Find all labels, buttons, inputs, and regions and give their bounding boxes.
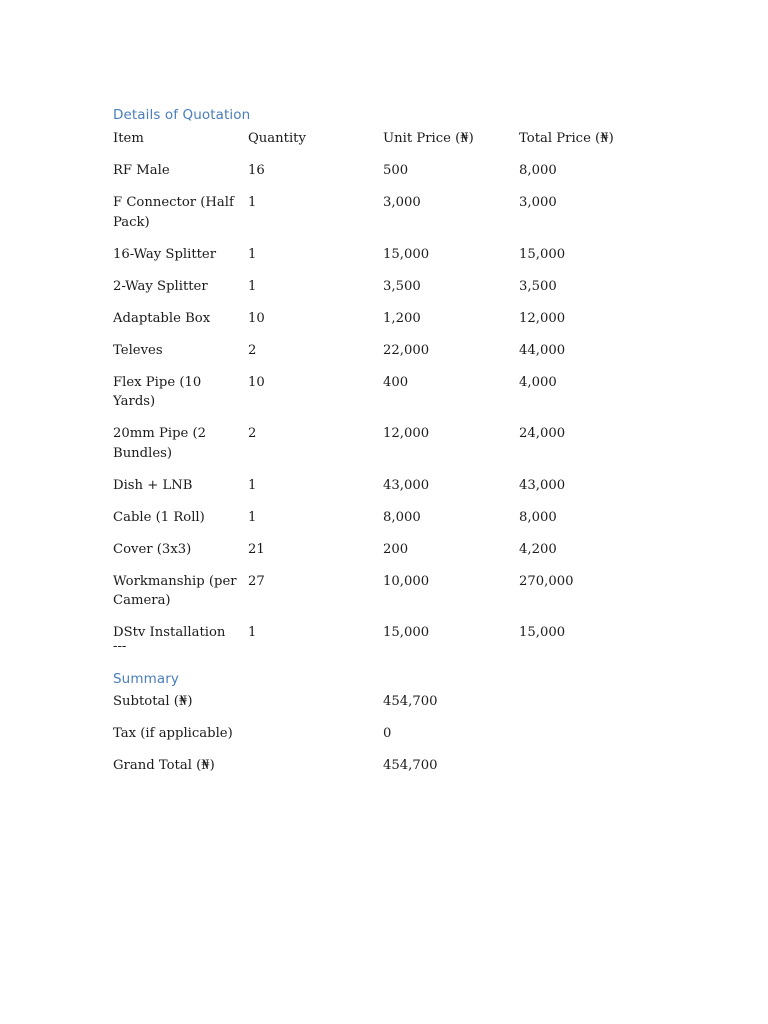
column-header-total-price: Total Price (₦) (519, 131, 614, 146)
quotation-table (113, 129, 673, 655)
total-price-cell: 8,000 (519, 509, 557, 525)
table-row (113, 373, 673, 425)
unit-price-cell: 500 (383, 163, 409, 178)
total-price-cell: 8,000 (519, 163, 557, 178)
summary-value: 0 (383, 726, 392, 741)
quantity-cell: 1 (248, 509, 257, 525)
quantity-cell: 2 (248, 342, 257, 358)
summary-row-subtotal (113, 692, 533, 724)
total-price-cell: 43,000 (519, 477, 566, 493)
summary-value: 454,700 (383, 694, 438, 709)
unit-price-cell: 8,000 (383, 509, 421, 525)
table-row (113, 424, 673, 476)
unit-price-cell: 15,000 (383, 625, 430, 640)
quantity-cell: 21 (248, 541, 265, 557)
summary-label: Tax (if applicable) (113, 726, 233, 741)
total-price-cell: 3,000 (519, 195, 557, 210)
summary-value: 454,700 (383, 758, 438, 773)
item-cell: DStv Installation (113, 625, 226, 640)
unit-price-cell: 10,000 (383, 573, 430, 589)
unit-price-cell: 200 (383, 541, 409, 557)
item-cell: RF Male (113, 163, 170, 178)
summary-label: Subtotal (₦) (113, 694, 193, 709)
item-cell: 2-Way Splitter (113, 278, 208, 294)
quantity-cell: 27 (248, 573, 265, 589)
item-cell: Dish + LNB (113, 477, 193, 493)
unit-price-cell: 3,000 (383, 195, 421, 210)
column-header-quantity: Quantity (248, 131, 306, 146)
quantity-cell: 1 (248, 477, 257, 493)
total-price-cell: 270,000 (519, 573, 574, 589)
table-row (113, 623, 673, 655)
total-price-cell: 3,500 (519, 278, 557, 294)
total-price-cell: 12,000 (519, 310, 566, 326)
quantity-cell: 10 (248, 310, 265, 326)
summary-row-tax (113, 724, 533, 756)
unit-price-cell: 3,500 (383, 278, 421, 294)
unit-price-cell: 22,000 (383, 342, 430, 358)
table-row (113, 508, 673, 540)
item-cell: 16-Way Splitter (113, 246, 217, 262)
quantity-cell: 1 (248, 246, 257, 262)
table-row (113, 476, 673, 508)
quantity-cell: 1 (248, 278, 257, 294)
quantity-cell: 10 (248, 374, 265, 390)
item-cell: Adaptable Box (113, 310, 211, 326)
quantity-cell: 16 (248, 163, 265, 178)
item-cell: Workmanship (per Camera) (113, 573, 237, 608)
total-price-cell: 15,000 (519, 625, 566, 640)
unit-price-cell: 15,000 (383, 246, 430, 262)
column-header-item: Item (113, 131, 144, 146)
details-heading: Details of Quotation (113, 107, 251, 123)
table-row (113, 277, 673, 309)
item-cell: 20mm Pipe (2 Bundles) (113, 426, 207, 461)
quantity-cell: 1 (248, 625, 257, 640)
unit-price-cell: 12,000 (383, 426, 430, 441)
total-price-cell: 24,000 (519, 426, 566, 441)
unit-price-cell: 43,000 (383, 477, 430, 493)
total-price-cell: 44,000 (519, 342, 566, 358)
quantity-cell: 1 (248, 195, 257, 210)
unit-price-cell: 1,200 (383, 310, 421, 326)
table-header-row (113, 129, 673, 161)
unit-price-cell: 400 (383, 374, 409, 390)
table-row (113, 245, 673, 277)
item-cell: Cover (3x3) (113, 541, 192, 557)
table-row (113, 540, 673, 572)
summary-label: Grand Total (₦) (113, 758, 215, 773)
summary-table (113, 692, 533, 788)
table-row (113, 309, 673, 341)
total-price-cell: 4,000 (519, 374, 557, 390)
column-header-unit-price: Unit Price (₦) (383, 131, 474, 146)
item-cell: Flex Pipe (10 Yards) (113, 374, 202, 409)
table-row (113, 161, 673, 193)
table-row (113, 193, 673, 245)
item-cell: Televes (113, 342, 163, 358)
total-price-cell: 15,000 (519, 246, 566, 262)
quantity-cell: 2 (248, 426, 257, 441)
total-price-cell: 4,200 (519, 541, 557, 557)
table-row (113, 572, 673, 624)
table-row (113, 341, 673, 373)
item-cell: F Connector (Half Pack) (113, 195, 234, 230)
section-separator: --- (113, 639, 127, 654)
summary-heading: Summary (113, 671, 179, 687)
item-cell: Cable (1 Roll) (113, 509, 205, 525)
summary-row-grand-total (113, 756, 533, 788)
